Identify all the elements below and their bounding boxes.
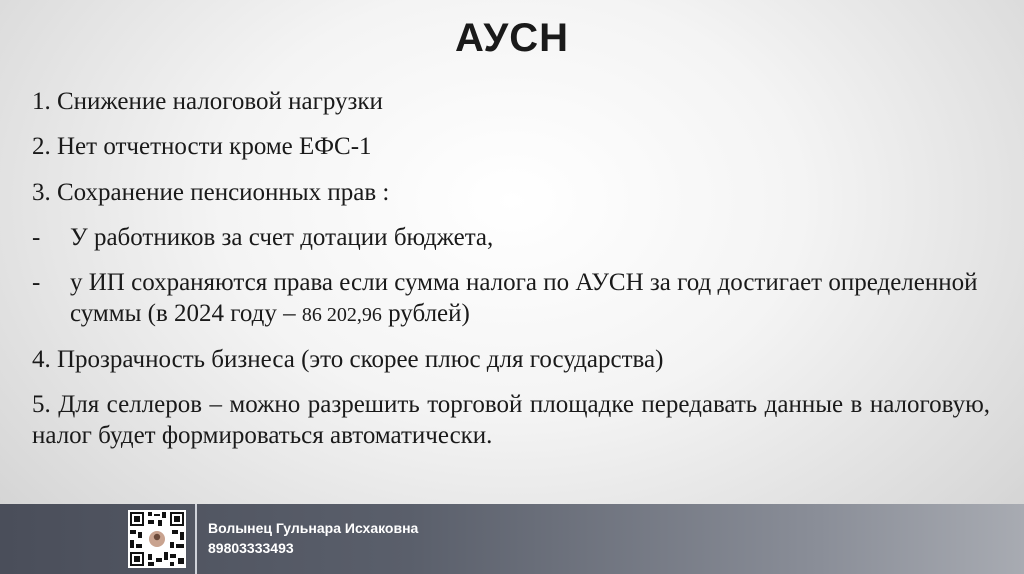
dash-item-text-after: рублей) <box>381 300 470 328</box>
amount-value: 86 202,96 <box>301 304 382 327</box>
dash-marker: - <box>32 269 41 296</box>
dash-item-employees <box>32 222 990 253</box>
footer-divider <box>195 504 197 574</box>
dash-item-text-before: у ИП сохраняются права если сумма налога по АУСН за год достигает определенной суммы (в 2024 году – <box>70 269 978 328</box>
qr-code-icon <box>128 510 186 568</box>
list-item-3: 3. Сохранение пенсионных прав : <box>32 178 390 206</box>
list-item-4: 4. Прозрачность бизнеса (это скорее плюс для государства) <box>32 345 664 373</box>
list-item-2: 2. Нет отчетности кроме ЕФС-1 <box>32 133 372 161</box>
slide-title: АУСН <box>454 16 570 60</box>
dash-item-ip <box>32 267 990 330</box>
footer-bar <box>0 504 1024 574</box>
author-name: Волынец Гульнара Исхаковна <box>208 520 419 536</box>
author-info <box>208 518 418 558</box>
list-item-1: 1. Снижение налоговой нагрузки <box>32 88 383 115</box>
slide-content <box>32 86 990 465</box>
dash-marker: - <box>32 223 41 251</box>
author-phone: 89803333493 <box>208 540 294 556</box>
list-item-5: 5. Для селлеров – можно разрешить торговой площадке передавать данные в налоговую, налог будет формироваться автоматически. <box>32 390 990 449</box>
dash-item-text: У работников за счет дотации бюджета, <box>70 223 494 251</box>
dash-item-text <box>70 267 990 330</box>
